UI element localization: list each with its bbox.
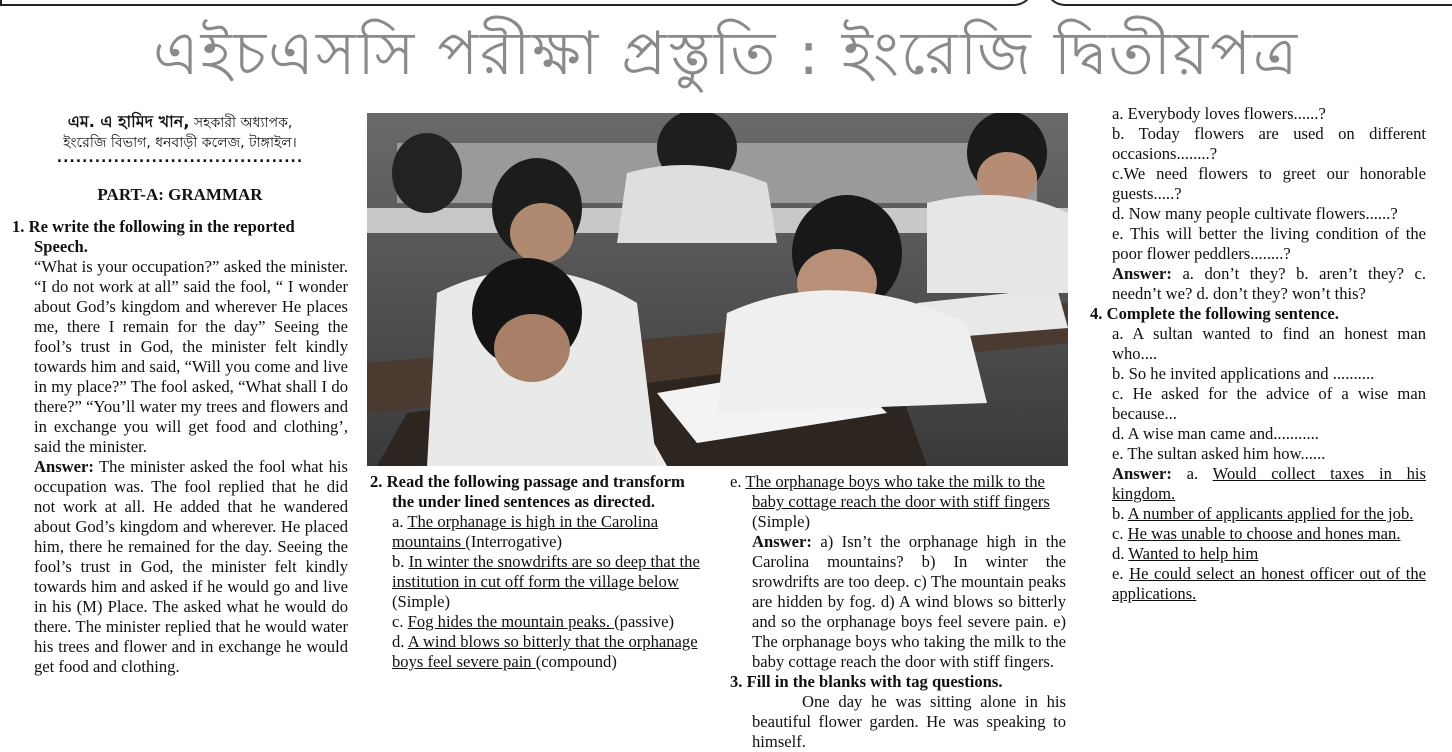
column-1 — [12, 112, 348, 677]
author-name: এম. এ হামিদ খান, — [67, 112, 190, 131]
q3-item-c: c.We need flowers to greet our honorable guests.....? — [1112, 164, 1426, 203]
q4-answer-e: e. He could select an honest officer out of the applications. — [1112, 564, 1426, 603]
q4-item-a: a. A sultan wanted to find an honest man who.... — [1112, 324, 1426, 363]
q3-item-a: a. Everybody loves flowers......? — [1112, 104, 1326, 123]
q2-item-a: a. The orphanage is high in the Carolina mountains (Interrogative) — [392, 512, 659, 551]
exam-hall-photo — [367, 113, 1068, 466]
author-dots: ....................................... — [56, 150, 304, 166]
section-heading-part-a: PART-A: GRAMMAR — [97, 185, 263, 204]
header-border-left — [0, 0, 1034, 6]
column-2 — [370, 472, 707, 672]
q4-item-c: c. He asked for the advice of a wise man because... — [1112, 384, 1426, 423]
q2-item-e: e. The orphanage boys who take the milk to the baby cottage reach the door with stiff fingers (Simple) — [730, 472, 1050, 531]
q2-heading: 2. Read the following passage and transform the under lined sentences as directed. — [370, 472, 685, 511]
q4-item-e: e. The sultan asked him how...... — [1112, 444, 1326, 463]
author-designation: সহকারী অধ্যাপক, — [193, 115, 293, 131]
q4-answer-c: c. He was unable to choose and hones man. — [1112, 524, 1401, 543]
author-department: ইংরেজি বিভাগ, ধনবাড়ী কলেজ, টাঙ্গাইল। — [63, 135, 297, 151]
header-border-right — [1045, 0, 1452, 6]
q4-item-b: b. So he invited applications and .......... — [1112, 364, 1375, 383]
q3-item-e: e. This will better the living condition of the poor flower peddlers........? — [1112, 224, 1426, 263]
q4-answer-d: d. Wanted to help him — [1112, 544, 1259, 563]
q2-item-d: d. A wind blows so bitterly that the orphanage boys feel severe pain (compound) — [392, 632, 698, 671]
page-title: এইচএসসি পরীক্ষা প্রস্তুতি : ইংরেজি দ্বিতীয়পত্র — [152, 19, 1300, 89]
q3-heading: 3. Fill in the blanks with tag questions. — [730, 672, 1003, 691]
q1-answer: Answer: The minister asked the fool what his occupation was. The fool replied that he did not work at all. He added that he wandered about God’s kingdom and wherever. He placed him, there he remained for the day. Seeing the fool’s trust in God, the minister felt kindly towards him and asked if he would go and live in his (M) Place. The asked what he would do there. The minister replied that he would water his trees and flower and in exchange he would get food and clothing. — [34, 457, 348, 676]
q3-item-d: d. Now many people cultivate flowers......? — [1112, 204, 1398, 223]
q4-answer-b: b. A number of applicants applied for the job. — [1112, 504, 1414, 523]
author-byline — [12, 112, 348, 166]
q2-item-c: c. Fog hides the mountain peaks. (passive) — [392, 612, 675, 631]
column-3 — [730, 472, 1066, 752]
q3-item-b: b. Today flowers are used on different occasions........? — [1112, 124, 1426, 163]
q4-item-d: d. A wise man came and........... — [1112, 424, 1319, 443]
q4-answer-a: Answer: a. Would collect taxes in his kingdom. — [1112, 464, 1426, 503]
q1-passage: “What is your occupation?” asked the minister. “I do not work at all” said the fool, “ I wonder about God’s kingdom and wherever He places me, there I remain for the day” Seeing the fool’s trust in God, the minister felt kindly towards him and said, “Will you come and live in my place?” The fool asked, “What shall I do there?” “You’ll water my trees and flowers and in exchange you will get food and clothing’, said the minister. — [34, 257, 348, 456]
q3-passage-start: One day he was sitting alone in his beautiful flower garden. He was speaking to himself. — [752, 692, 1066, 751]
q3-answer: Answer: a. don’t they? b. aren’t they? c. needn’t we? d. don’t they? won’t this? — [1112, 264, 1426, 303]
q2-item-b: b. In winter the snowdrifts are so deep that the institution in cut off form the village below (Simple) — [392, 552, 700, 611]
q2-answer: Answer: a) Isn’t the orphanage high in the Carolina mountains? b) In winter the srowdrifts are too deep. c) The mountain peaks are hidden by fog. d) A wind blows so bitterly and so the orphanage boys feel severe pain. e) The orphanage boys who taking the milk to the baby cottage reach the door with stiff fingers. — [752, 532, 1066, 671]
column-4 — [1090, 104, 1426, 604]
q1-heading: 1. Re write the following in the reported Speech. — [12, 217, 295, 256]
q4-heading: 4. Complete the following sentence. — [1090, 304, 1339, 323]
